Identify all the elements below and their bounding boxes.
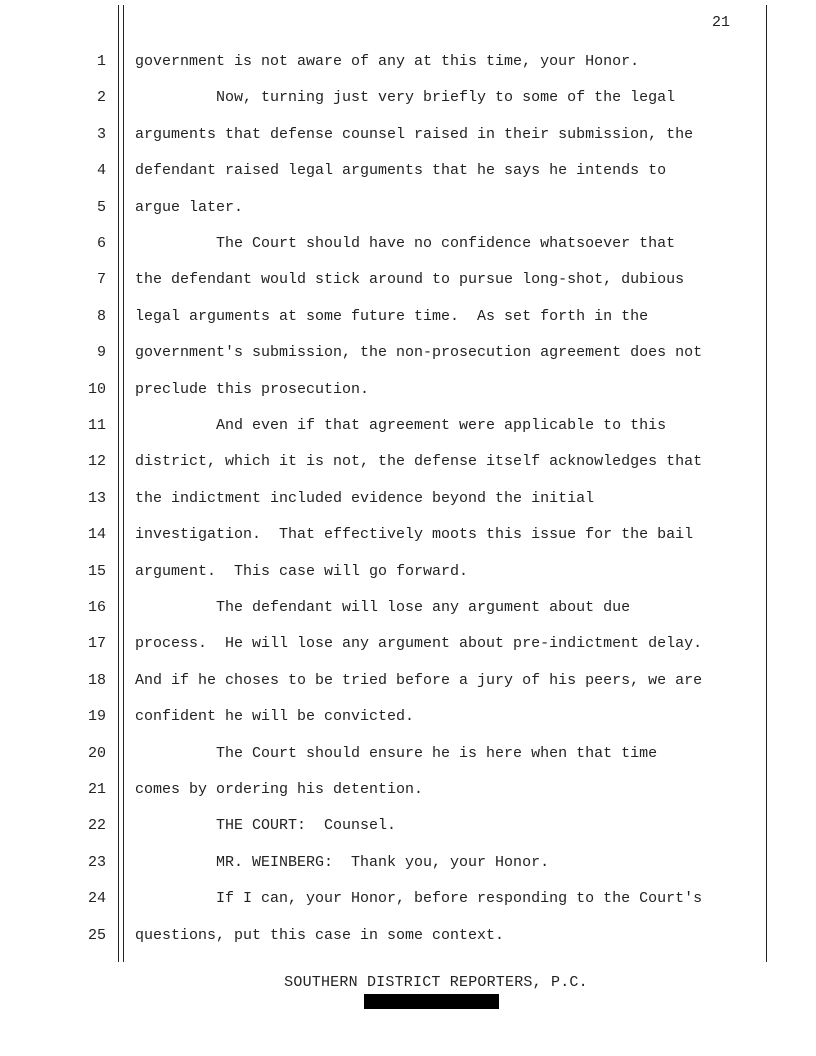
- transcript-line: [0, 341, 816, 365]
- line-text: questions, put this case in some context.: [135, 926, 505, 944]
- transcript-line: [0, 487, 816, 511]
- line-number: 11: [87, 417, 106, 434]
- line-text: And if he choses to be tried before a jury of his peers, we are: [135, 671, 703, 689]
- line-number: 13: [87, 489, 106, 507]
- transcript-line: [0, 450, 816, 474]
- line-number: 14: [87, 526, 106, 544]
- transcript-line: [0, 305, 816, 329]
- line-number: 10: [87, 380, 106, 398]
- transcript-line: [0, 924, 816, 948]
- transcript-line: [0, 560, 816, 584]
- line-number: 2: [96, 89, 106, 107]
- transcript-line: [0, 851, 816, 875]
- transcript-line: [0, 705, 816, 729]
- transcript-line: [0, 268, 816, 292]
- line-number: 23: [87, 853, 106, 871]
- line-number: 6: [96, 235, 106, 252]
- reporter-footer: SOUTHERN DISTRICT REPORTERS, P.C.: [284, 974, 588, 991]
- line-number: 7: [96, 271, 106, 289]
- line-text: comes by ordering his detention.: [135, 781, 424, 798]
- line-number: 5: [96, 198, 106, 216]
- line-number: 17: [87, 635, 106, 653]
- transcript-line: [0, 632, 816, 656]
- line-text: defendant raised legal arguments that he says he intends to: [135, 162, 667, 180]
- line-number: 22: [87, 817, 106, 835]
- line-text: confident he will be convicted.: [135, 708, 415, 726]
- transcript-line: [0, 86, 816, 110]
- line-text: preclude this prosecution.: [135, 380, 370, 398]
- line-number: 3: [96, 125, 106, 143]
- line-text: The Court should have no confidence whatsoever that: [135, 235, 676, 252]
- line-text: argue later.: [135, 198, 244, 216]
- line-number: 19: [87, 708, 106, 726]
- line-text: If I can, your Honor, before responding to the Court's: [135, 890, 703, 908]
- line-number: 1: [96, 53, 106, 70]
- transcript-line: [0, 887, 816, 911]
- line-text: Now, turning just very briefly to some of the legal: [135, 89, 676, 107]
- line-text: The Court should ensure he is here when that time: [135, 744, 658, 762]
- transcript-line: [0, 378, 816, 402]
- line-text: the defendant would stick around to pursue long-shot, dubious: [135, 271, 685, 289]
- transcript-line: [0, 669, 816, 693]
- transcript-line: [0, 414, 816, 438]
- transcript-line: [0, 814, 816, 838]
- transcript-line: [0, 50, 816, 74]
- line-text: MR. WEINBERG: Thank you, your Honor.: [135, 853, 550, 871]
- line-number: 21: [87, 781, 106, 798]
- line-number: 25: [87, 926, 106, 944]
- line-number: 16: [87, 599, 106, 616]
- line-text: investigation. That effectively moots this issue for the bail: [135, 526, 694, 544]
- redaction-bar: [364, 994, 499, 1009]
- line-text: the indictment included evidence beyond the initial: [135, 489, 595, 507]
- line-number: 24: [87, 890, 106, 908]
- line-number: 4: [96, 162, 106, 180]
- transcript-line: [0, 232, 816, 256]
- transcript-line: [0, 523, 816, 547]
- transcript-line: [0, 778, 816, 802]
- line-text: THE COURT: Counsel.: [135, 817, 397, 835]
- line-text: And even if that agreement were applicable to this: [135, 417, 667, 434]
- line-number: 8: [96, 307, 106, 325]
- transcript-line: [0, 196, 816, 220]
- line-number: 20: [87, 744, 106, 762]
- line-number: 9: [96, 344, 106, 362]
- line-text: The defendant will lose any argument about due: [135, 599, 631, 616]
- line-number: 15: [87, 562, 106, 580]
- line-text: arguments that defense counsel raised in their submission, the: [135, 125, 694, 143]
- line-text: government's submission, the non-prosecution agreement does not: [135, 344, 703, 362]
- transcript-line: [0, 159, 816, 183]
- line-text: process. He will lose any argument about pre-indictment delay.: [135, 635, 703, 653]
- transcript-line: [0, 123, 816, 147]
- line-text: legal arguments at some future time. As set forth in the: [135, 307, 649, 325]
- line-number: 12: [87, 453, 106, 471]
- line-number: 18: [87, 671, 106, 689]
- page-number: 21: [711, 14, 730, 31]
- transcript-line: [0, 596, 816, 620]
- line-text: argument. This case will go forward.: [135, 562, 469, 580]
- line-text: government is not aware of any at this time, your Honor.: [135, 53, 640, 70]
- transcript-line: [0, 742, 816, 766]
- line-text: district, which it is not, the defense itself acknowledges that: [135, 453, 703, 471]
